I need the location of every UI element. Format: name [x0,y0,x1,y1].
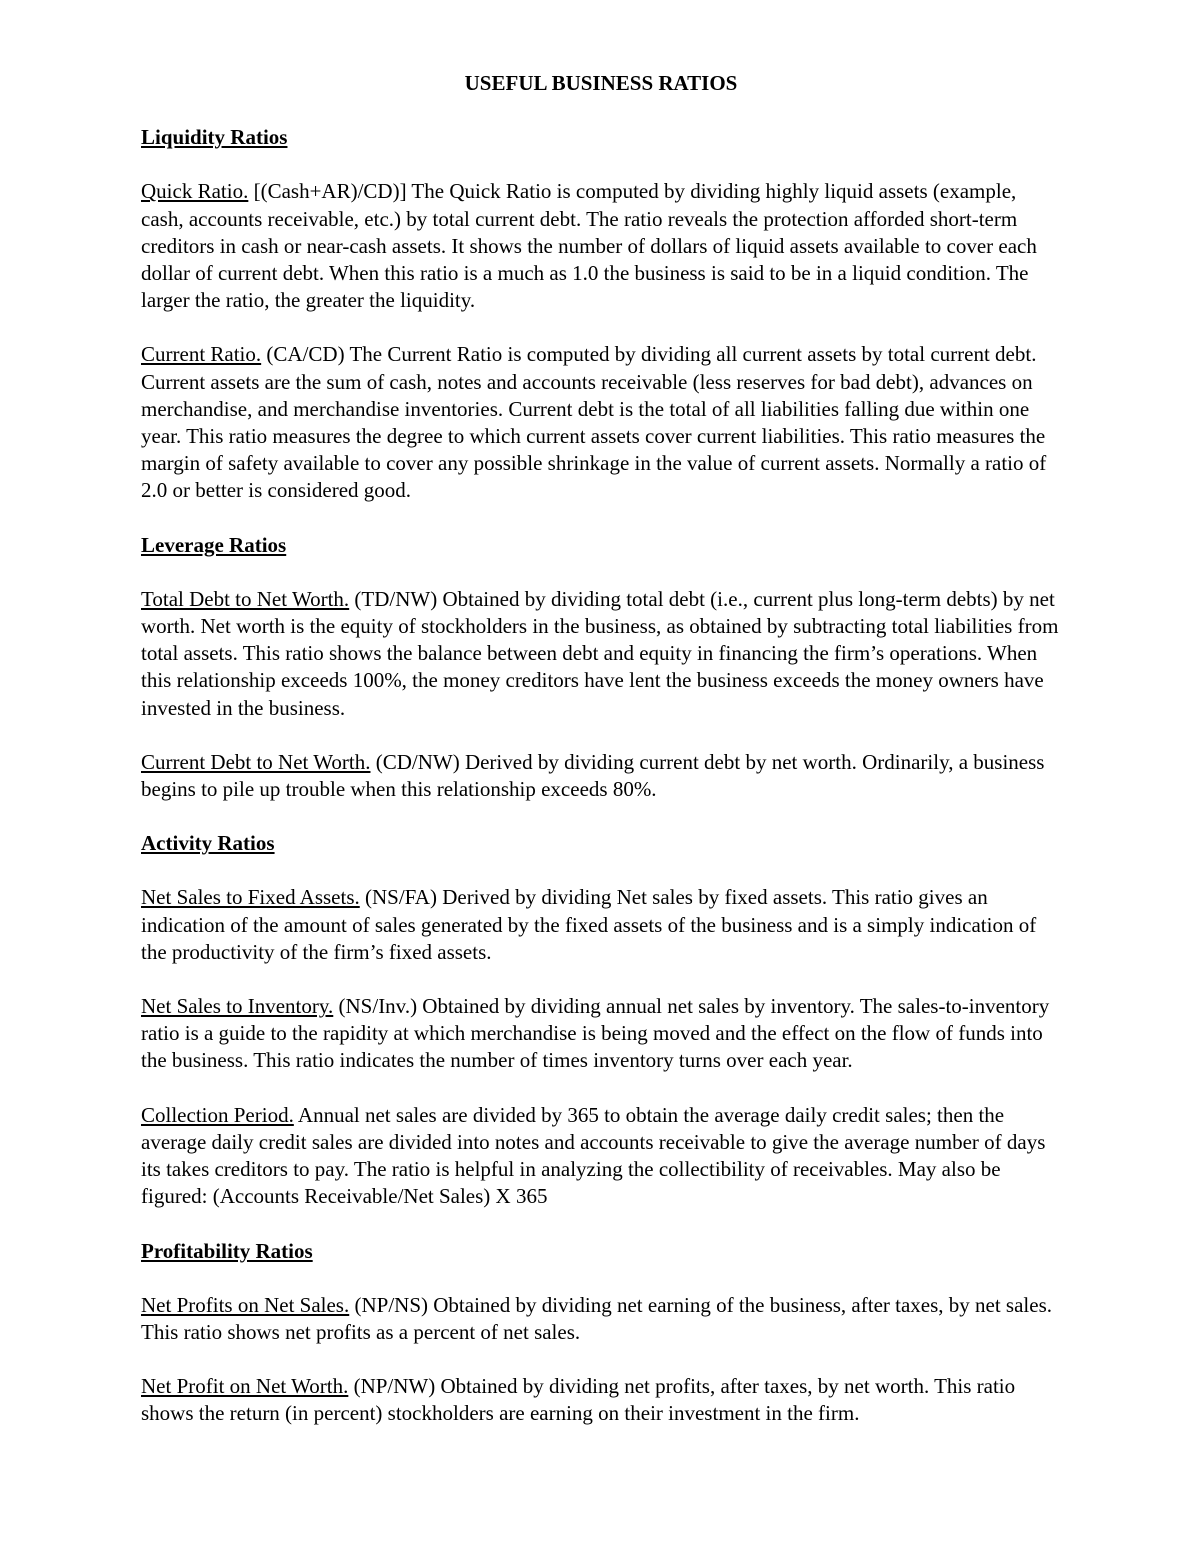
section-heading-activity: Activity Ratios [141,831,275,856]
entry-term: Net Sales to Fixed Assets. [141,885,360,910]
entry-net-profits-on-net-sales [141,1292,1061,1346]
entry-term: Net Profit on Net Worth. [141,1374,349,1399]
entry-term: Net Sales to Inventory. [141,994,334,1019]
entry-term: Current Debt to Net Worth. [141,749,371,774]
entry-net-sales-to-fixed-assets [141,884,1061,966]
entry-quick-ratio [141,178,1061,314]
entry-term: Collection Period. [141,1102,294,1127]
section-heading-liquidity: Liquidity Ratios [141,125,288,150]
entry-net-sales-to-inventory [141,993,1061,1075]
entry-current-debt-to-net-worth [141,749,1061,803]
entry-text: Annual net sales are divided by 365 to obtain the average daily credit sales; then the average daily credit sales are divided into notes and accounts receivable to give the average number of days its takes creditors to pay. The ratio is helpful in analyzing the collectibility of receivables. May also be figured: (Accounts Receivable/Net Sales) X 365 [141,1102,1046,1209]
entry-net-profit-on-net-worth [141,1373,1061,1427]
section-heading-profitability: Profitability Ratios [141,1238,313,1263]
document-page [141,70,1061,1455]
entry-text: [(Cash+AR)/CD)] The Quick Ratio is computed by dividing highly liquid assets (example, cash, accounts receivable, etc.) by total current debt. The ratio reveals the protection afforded short-term creditors in cash or near-cash assets. It shows the number of dollars of liquid assets available to cover each dollar of current debt. When this ratio is a much as 1.0 the business is said to be in a liquid condition. The larger the ratio, the greater the liquidity. [141,179,1037,313]
entry-current-ratio [141,341,1061,504]
entry-text: (TD/NW) Obtained by dividing total debt (i.e., current plus long-term debts) by net worth. Net worth is the equity of stockholders in the business, as obtained by subtracting total liabilities from total assets. This ratio shows the balance between debt and equity in financing the firm’s operations. When this relationship exceeds 100%, the money creditors have lent the business exceeds the money owners have invested in the business. [141,586,1059,720]
entry-term: Current Ratio. [141,342,262,367]
entry-text: (NP/NS) Obtained by dividing net earning of the business, after taxes, by net sales. This ratio shows net profits as a percent of net sales. [141,1292,1053,1344]
entry-text: (NP/NW) Obtained by dividing net profits, after taxes, by net worth. This ratio shows the return (in percent) stockholders are earning on their investment in the firm. [141,1374,1016,1426]
entry-text: (CA/CD) The Current Ratio is computed by dividing all current assets by total current debt. Current assets are the sum of cash, notes and accounts receivable (less reserves for bad debt), advances on merchandise, and merchandise inventories. Current debt is the total of all liabilities falling due within one year. This ratio measures the degree to which current assets cover current liabilities. This ratio measures the margin of safety available to cover any possible shrinkage in the value of current assets. Normally a ratio of 2.0 or better is considered good. [141,342,1047,503]
entry-text: (NS/FA) Derived by dividing Net sales by fixed assets. This ratio gives an indication of the amount of sales generated by the fixed assets of the business and is a simply indication of the productivity of the firm’s fixed assets. [141,885,1037,964]
entry-text: (CD/NW) Derived by dividing current debt by net worth. Ordinarily, a business begins to pile up trouble when this relationship exceeds 80%. [141,749,1045,802]
section-heading-leverage: Leverage Ratios [141,532,287,557]
entry-collection-period [141,1102,1061,1211]
entry-term: Total Debt to Net Worth. [141,586,350,611]
entry-term: Net Profits on Net Sales. [141,1292,350,1317]
entry-term: Quick Ratio. [141,179,249,204]
entry-text: (NS/Inv.) Obtained by dividing annual net sales by inventory. The sales-to-inventory ratio is a guide to the rapidity at which merchandise is being moved and the effect on the flow of funds into the business. This ratio indicates the number of times inventory turns over each year. [141,994,1050,1073]
document-title: USEFUL BUSINESS RATIOS [464,71,738,95]
entry-total-debt-to-net-worth [141,586,1061,722]
